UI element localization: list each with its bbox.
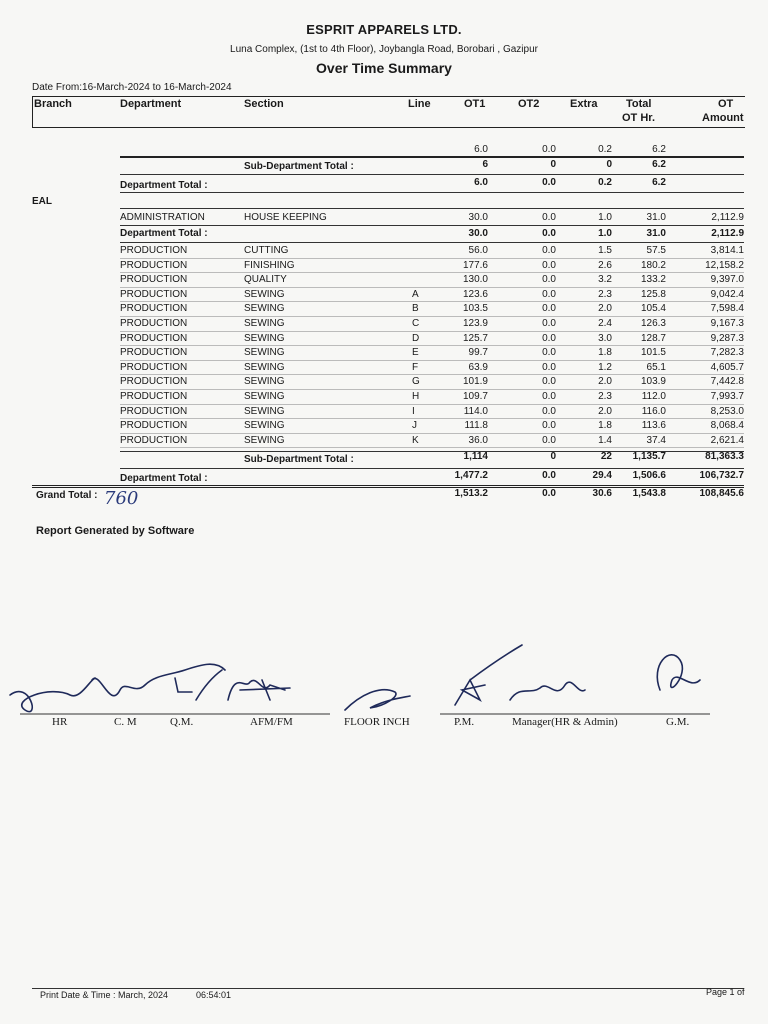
cell-amount: 8,068.4 <box>710 420 744 432</box>
cell-ot2: 0.0 <box>542 488 556 499</box>
cell-section: SEWING <box>244 420 285 432</box>
table-row <box>0 405 768 419</box>
cell-amount: 7,598.4 <box>710 303 744 315</box>
cell-line: F <box>412 361 419 373</box>
cell-ot1: 30.0 <box>468 228 488 239</box>
sig-label-gm: G.M. <box>666 716 690 728</box>
cell-ot1: 177.6 <box>462 259 488 271</box>
table-row <box>0 288 768 302</box>
cell-total: 126.3 <box>640 318 666 329</box>
cell-amount: 4,605.7 <box>710 361 744 373</box>
divider <box>120 225 744 226</box>
cell-section: QUALITY <box>244 274 287 286</box>
col-amount-label: Amount <box>702 112 744 124</box>
cell-extra: 2.0 <box>598 376 612 388</box>
cell-ot2: 0.0 <box>542 347 556 359</box>
cell-total: 113.6 <box>641 420 666 432</box>
cell-department: PRODUCTION <box>120 434 188 446</box>
col-total: Total <box>626 98 652 110</box>
cell-extra: 22 <box>600 451 612 462</box>
cell-ot1: 123.9 <box>462 318 488 329</box>
cell-ot2: 0.0 <box>542 274 556 286</box>
cell-amount: 81,363.3 <box>705 451 744 462</box>
cell-section: SEWING <box>244 391 285 402</box>
cell-line: K <box>412 434 419 446</box>
sig-label-manager: Manager(HR & Admin) <box>512 716 618 728</box>
divider <box>120 174 744 175</box>
col-total-unit: OT Hr. <box>622 112 656 124</box>
divider <box>120 208 744 209</box>
cell-amount: 8,253.0 <box>710 405 744 417</box>
cell-ot1: 103.5 <box>462 303 488 315</box>
company-name: ESPRIT APPARELS LTD. <box>306 22 462 37</box>
table-row <box>0 244 768 258</box>
department-total-label: Department Total : <box>120 228 208 239</box>
cell-ot2: 0.0 <box>542 420 556 432</box>
cell-department: PRODUCTION <box>120 318 188 329</box>
table-row <box>0 211 768 225</box>
signature-qm <box>175 670 222 700</box>
cell-ot1: 114.0 <box>463 405 488 417</box>
cell-amount: 9,287.3 <box>710 332 744 344</box>
cell-extra: 3.0 <box>598 332 612 344</box>
col-ot1: OT1 <box>464 98 486 110</box>
sig-label-afm: AFM/FM <box>250 716 293 728</box>
department-total-row <box>0 469 768 483</box>
cell-section: SEWING <box>244 332 285 344</box>
signature-cm <box>92 664 225 695</box>
table-row <box>0 361 768 375</box>
table-row <box>0 273 768 287</box>
col-line: Line <box>408 98 431 110</box>
cell-ot1: 1,513.2 <box>454 488 488 499</box>
department-total-label: Department Total : <box>120 180 208 191</box>
cell-extra: 1.8 <box>598 347 612 359</box>
cell-line: G <box>412 376 420 388</box>
cell-total: 112.0 <box>641 391 666 402</box>
cell-total: 128.7 <box>640 332 666 344</box>
cell-ot1: 123.6 <box>462 288 488 300</box>
cell-line: D <box>412 332 420 344</box>
cell-amount: 9,397.0 <box>710 274 744 286</box>
cell-total: 1,543.8 <box>632 488 666 499</box>
handwritten-note: 760 <box>104 488 139 509</box>
cell-extra: 3.2 <box>598 274 612 286</box>
table-row <box>0 434 768 448</box>
cell-total: 103.9 <box>640 376 666 388</box>
department-total-row <box>0 176 768 190</box>
cell-ot1: 36.0 <box>468 434 488 446</box>
sig-label-qm: Q.M. <box>170 716 194 728</box>
signature-pm <box>455 645 522 705</box>
cell-department: PRODUCTION <box>120 288 188 300</box>
cell-department: PRODUCTION <box>120 405 188 417</box>
cell-total: 31.0 <box>646 228 666 239</box>
cell-ot1: 130.0 <box>462 274 488 286</box>
cell-amount: 9,167.3 <box>710 318 744 329</box>
cell-ot1: 63.9 <box>468 361 488 373</box>
cell-ot1: 99.7 <box>468 347 488 359</box>
table-row <box>0 302 768 316</box>
cell-section: SEWING <box>244 405 285 417</box>
cell-total: 101.5 <box>640 347 666 359</box>
company-address: Luna Complex, (1st to 4th Floor), Joybangla Road, Borobari , Gazipur <box>230 44 538 55</box>
cell-section: SEWING <box>244 303 285 315</box>
cell-ot2: 0.0 <box>542 212 556 223</box>
cell-total: 6.2 <box>652 177 666 188</box>
cell-ot2: 0.0 <box>542 318 556 329</box>
cell-amount: 12,158.2 <box>705 259 744 271</box>
cell-department: PRODUCTION <box>120 347 188 359</box>
cell-total: 1,506.6 <box>632 470 666 481</box>
cell-extra: 29.4 <box>592 470 612 481</box>
cell-extra: 2.3 <box>598 391 612 402</box>
cell-ot1: 6 <box>482 159 488 170</box>
cell-amount: 106,732.7 <box>699 470 744 481</box>
col-section: Section <box>244 98 284 110</box>
divider <box>120 192 744 193</box>
cell-extra: 1.5 <box>598 245 612 256</box>
print-date: Print Date & Time : March, 2024 <box>40 990 169 1000</box>
cell-ot1: 6.0 <box>474 177 488 188</box>
cell-department: PRODUCTION <box>120 245 188 256</box>
signature-hr <box>10 678 95 712</box>
signature-manager <box>510 682 585 700</box>
cell-section: HOUSE KEEPING <box>244 212 327 223</box>
cell-extra: 2.3 <box>598 288 612 300</box>
cell-amount: 108,845.6 <box>699 488 744 499</box>
divider <box>120 242 744 243</box>
subdepartment-total-label: Sub-Department Total : <box>244 454 354 465</box>
cell-department: PRODUCTION <box>120 303 188 315</box>
cell-extra: 30.6 <box>592 488 612 499</box>
cell-section: SEWING <box>244 361 285 373</box>
cell-amount: 2,112.9 <box>711 212 744 223</box>
cell-total: 105.4 <box>640 303 666 315</box>
subdepartment-total-label: Sub-Department Total : <box>244 161 354 172</box>
cell-ot2: 0 <box>550 451 556 462</box>
sig-label-floor: FLOOR INCH <box>344 716 410 728</box>
cell-section: SEWING <box>244 376 285 388</box>
cell-extra: 1.0 <box>598 228 612 239</box>
cell-amount: 7,993.7 <box>710 391 744 402</box>
cell-extra: 1.4 <box>598 434 612 446</box>
col-amount: OT <box>718 98 734 110</box>
page-number: Page 1 of <box>706 987 745 997</box>
cell-ot2: 0.0 <box>542 303 556 315</box>
cell-line: B <box>412 303 419 315</box>
table-row <box>0 259 768 273</box>
report-generated-note: Report Generated by Software <box>36 525 195 537</box>
cell-ot2: 0.0 <box>542 434 556 446</box>
cell-extra: 2.4 <box>598 318 612 329</box>
col-department: Department <box>120 98 182 110</box>
cell-ot2: 0.0 <box>542 288 556 300</box>
sig-label-hr: HR <box>52 716 68 728</box>
cell-department: PRODUCTION <box>120 391 188 402</box>
cell-ot2: 0.0 <box>542 332 556 344</box>
cell-amount: 2,112.9 <box>711 228 744 239</box>
table-row <box>0 332 768 346</box>
subdepartment-total-row <box>0 450 768 464</box>
cell-section: SEWING <box>244 288 285 300</box>
cell-ot1: 101.9 <box>462 376 488 388</box>
cell-ot1: 1,477.2 <box>454 470 488 481</box>
cell-ot2: 0.0 <box>542 259 556 271</box>
cell-total: 133.2 <box>640 274 666 286</box>
cell-section: SEWING <box>244 434 285 446</box>
cell-amount: 7,282.3 <box>710 347 744 359</box>
cell-ot2: 0.0 <box>542 391 556 402</box>
cell-section: SEWING <box>244 347 285 359</box>
grand-total-row <box>0 487 768 501</box>
row-divider <box>120 447 744 448</box>
cell-department: PRODUCTION <box>120 420 188 432</box>
cell-total: 125.8 <box>640 288 666 300</box>
cell-extra: 1.2 <box>598 361 612 373</box>
cell-section: CUTTING <box>244 245 289 256</box>
cell-amount: 9,042.4 <box>710 288 744 300</box>
cell-ot1: 56.0 <box>468 245 488 256</box>
report-title: Over Time Summary <box>316 60 452 76</box>
table-row <box>0 419 768 433</box>
cell-amount: 7,442.8 <box>710 376 744 388</box>
cell-department: PRODUCTION <box>120 274 188 286</box>
sig-label-pm: P.M. <box>454 716 475 728</box>
cell-section: FINISHING <box>244 259 295 271</box>
cell-total: 37.4 <box>646 434 666 446</box>
cell-department: PRODUCTION <box>120 376 188 388</box>
cell-ot1: 1,114 <box>463 451 488 462</box>
cell-department: ADMINISTRATION <box>120 212 205 223</box>
col-ot2: OT2 <box>518 98 540 110</box>
cell-extra: 2.6 <box>598 259 612 271</box>
cell-section: SEWING <box>244 318 285 329</box>
cell-total: 6.2 <box>652 159 666 170</box>
cell-ot2: 0 <box>550 159 556 170</box>
cell-total: 57.5 <box>646 245 666 256</box>
cell-ot1: 30.0 <box>468 212 488 223</box>
table-row <box>0 143 768 157</box>
cell-ot2: 0.0 <box>542 177 556 188</box>
sig-label-cm: C. M <box>114 716 137 728</box>
table-row <box>0 346 768 360</box>
table-row <box>0 390 768 404</box>
col-extra: Extra <box>570 98 598 110</box>
cell-department: PRODUCTION <box>120 259 188 271</box>
cell-extra: 0 <box>606 159 612 170</box>
signature-gm <box>657 655 700 690</box>
cell-line: J <box>412 420 417 432</box>
print-time: 06:54:01 <box>196 990 232 1000</box>
date-range: Date From:16-March-2024 to 16-March-2024 <box>32 82 232 93</box>
footer-divider <box>32 988 744 989</box>
cell-amount: 3,814.1 <box>710 245 744 256</box>
signature-afm <box>228 680 290 700</box>
cell-extra: 1.0 <box>598 212 612 223</box>
cell-extra: 1.8 <box>598 420 612 432</box>
cell-line: C <box>412 318 420 329</box>
table-row <box>0 317 768 331</box>
cell-total: 116.0 <box>641 405 666 417</box>
cell-total: 65.1 <box>646 361 666 373</box>
cell-total: 1,135.7 <box>632 451 666 462</box>
cell-line: E <box>412 347 419 359</box>
department-total-label: Department Total : <box>120 473 208 484</box>
cell-extra: 0.2 <box>598 177 612 188</box>
cell-ot1: 109.7 <box>462 391 488 402</box>
cell-ot2: 0.0 <box>542 245 556 256</box>
table-row <box>0 375 768 389</box>
subdepartment-total-row <box>0 158 768 172</box>
cell-ot1: 125.7 <box>462 332 488 344</box>
cell-total: 6.2 <box>652 144 666 155</box>
cell-ot2: 0.0 <box>542 228 556 239</box>
cell-extra: 0.2 <box>598 144 612 155</box>
cell-extra: 2.0 <box>598 303 612 315</box>
cell-line: H <box>412 391 420 402</box>
grand-total-label: Grand Total : <box>36 490 98 501</box>
cell-ot2: 0.0 <box>542 376 556 388</box>
cell-total: 180.2 <box>640 259 666 271</box>
col-branch: Branch <box>34 98 72 110</box>
cell-amount: 2,621.4 <box>710 434 744 446</box>
cell-department: PRODUCTION <box>120 361 188 373</box>
cell-department: PRODUCTION <box>120 332 188 344</box>
cell-ot2: 0.0 <box>542 361 556 373</box>
signature-floor <box>345 690 410 710</box>
cell-ot1: 111.8 <box>464 420 488 432</box>
cell-ot2: 0.0 <box>542 405 556 417</box>
cell-ot2: 0.0 <box>542 144 556 155</box>
department-total-row <box>0 227 768 241</box>
branch-name: EAL <box>32 196 52 207</box>
cell-ot1: 6.0 <box>474 144 488 155</box>
cell-line: I <box>412 405 415 417</box>
cell-extra: 2.0 <box>598 405 612 417</box>
cell-total: 31.0 <box>646 212 666 223</box>
cell-ot2: 0.0 <box>542 470 556 481</box>
cell-line: A <box>412 288 419 300</box>
